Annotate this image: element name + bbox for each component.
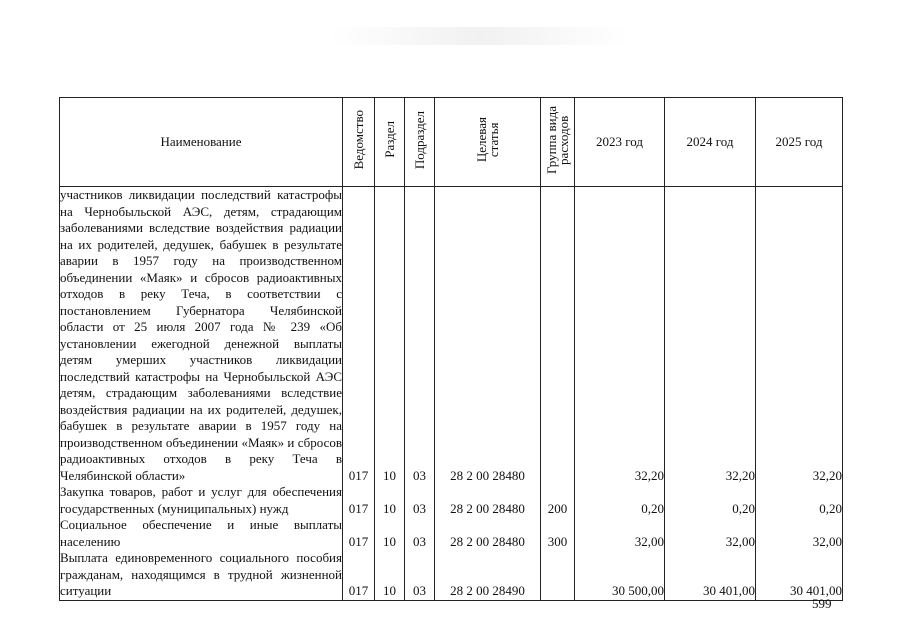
row-2023: 0,20 (575, 484, 665, 517)
row-podrazdel: 03 (405, 484, 435, 517)
table-row (60, 484, 843, 517)
row-celevaya: 28 2 00 28490 (435, 550, 541, 600)
header-podrazdel: Подраздел (405, 98, 435, 187)
row-razdel: 10 (375, 484, 405, 517)
row-name: участников ликвидации последствий катастрофы на Чернобыльской АЭС, детям, страдающим заболеваниями вследствие воздействия радиации на их родителей, дедушек, бабушек в результате аварии в 1957 году на производственном объединении «Маяк» и сбросов радиоактивных отходов в реку Теча, в соответствии с постановлением Губернатора Челябинской области от 25 июля 2007 года № 239 «Об установлении ежегодной денежной выплаты детям умерших участников ликвидации последствий катастрофы на Чернобыльской АЭС детям, страдающим заболеваниями вследствие воздействия радиации на их родителей, дедушек, бабушек в результате аварии в 1957 году на производственном объединении «Маяк» и сбросов радиоактивных отходов в реку Теча в Челябинской области» (60, 187, 342, 483)
row-2024: 0,20 (665, 484, 756, 517)
row-gruppa (541, 550, 575, 600)
row-celevaya: 28 2 00 28480 (435, 517, 541, 550)
row-vedomstvo: 017 (343, 187, 375, 485)
row-name: Закупка товаров, работ и услуг для обеспечения государственных (муниципальных) нужд (60, 484, 342, 516)
row-2023: 30 500,00 (575, 550, 665, 600)
row-podrazdel: 03 (405, 517, 435, 550)
row-podrazdel: 03 (405, 550, 435, 600)
row-podrazdel: 03 (405, 187, 435, 485)
header-gruppa: Группа вида расходов (541, 98, 575, 187)
row-celevaya: 28 2 00 28480 (435, 484, 541, 517)
row-2025: 32,00 (756, 517, 843, 550)
row-vedomstvo: 017 (343, 484, 375, 517)
row-razdel: 10 (375, 187, 405, 485)
header-2025: 2025 год (756, 98, 843, 187)
page-number: 599 (812, 596, 832, 611)
table-row (60, 187, 843, 485)
row-2025: 32,20 (756, 187, 843, 485)
row-2025: 0,20 (756, 484, 843, 517)
scan-smudge (330, 27, 630, 45)
header-celevaya: Целевая статья (435, 98, 541, 187)
row-razdel: 10 (375, 517, 405, 550)
row-2023: 32,20 (575, 187, 665, 485)
row-2025: 30 401,00 (756, 550, 843, 600)
header-2023: 2023 год (575, 98, 665, 187)
header-razdel: Раздел (375, 98, 405, 187)
header-vedomstvo: Ведомство (343, 98, 375, 187)
row-gruppa: 300 (541, 517, 575, 550)
row-vedomstvo: 017 (343, 517, 375, 550)
row-gruppa (541, 187, 575, 485)
row-2024: 30 401,00 (665, 550, 756, 600)
header-name: Наименование (60, 98, 343, 187)
row-vedomstvo: 017 (343, 550, 375, 600)
table-row (60, 517, 843, 550)
row-gruppa: 200 (541, 484, 575, 517)
row-2023: 32,00 (575, 517, 665, 550)
row-name: Социальное обеспечение и иные выплаты населению (60, 517, 342, 549)
row-2024: 32,00 (665, 517, 756, 550)
row-name: Выплата единовременного социального пособия гражданам, находящимся в трудной жизненной ситуации (60, 550, 342, 598)
row-2024: 32,20 (665, 187, 756, 485)
header-2024: 2024 год (665, 98, 756, 187)
budget-table (59, 97, 843, 601)
row-celevaya: 28 2 00 28480 (435, 187, 541, 485)
row-razdel: 10 (375, 550, 405, 600)
table-header-row (60, 98, 843, 187)
table-row (60, 550, 843, 600)
